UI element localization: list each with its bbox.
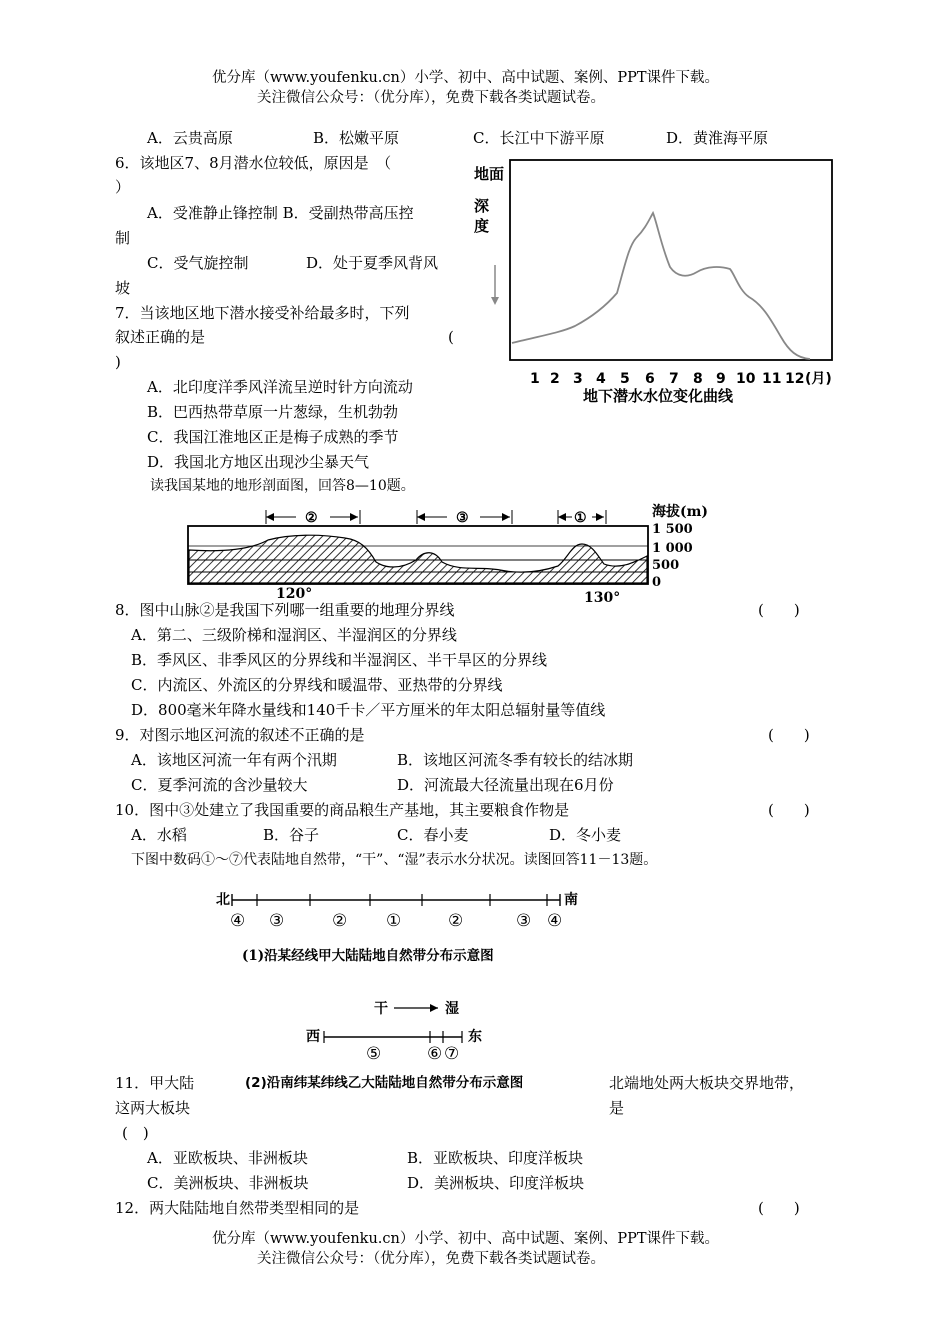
profile-tick: 1 500 bbox=[652, 522, 693, 537]
fig2-wet: 湿 bbox=[445, 1001, 459, 1017]
q8-option-d: D．800毫米年降水量线和140千卡／平方厘米的年太阳总辐射量等值线 bbox=[131, 701, 606, 719]
q5-option-a: A．云贵高原 bbox=[147, 129, 233, 147]
q8-option-b: B．季风区、非季风区的分界线和半湿润区、半干旱区的分界线 bbox=[131, 651, 548, 669]
x-tick: 5 bbox=[620, 371, 630, 387]
chart-frame bbox=[510, 160, 832, 360]
footer-line-1: 优分库（www.youfenku.cn）小学、初中、高中试题、案例、PPT课件下载。 bbox=[212, 1231, 720, 1247]
x-tick: 2 bbox=[550, 371, 560, 387]
q11-paren: ( ) bbox=[122, 1124, 149, 1142]
q6-stem: 6．该地区7、8月潜水位较低，原因是 （ bbox=[115, 154, 392, 172]
q9-option-a: A．该地区河流一年有两个汛期 bbox=[131, 751, 337, 769]
fig2-dry: 干 bbox=[374, 1001, 388, 1017]
x-tick: 12 bbox=[785, 371, 805, 387]
q9-option-c: C．夏季河流的含沙量较大 bbox=[131, 776, 308, 794]
q7-option-a: A．北印度洋季风洋流呈逆时针方向流动 bbox=[147, 378, 413, 396]
zone-label-2: ② bbox=[305, 510, 318, 526]
terrain-profile bbox=[180, 500, 720, 604]
x-tick: 6 bbox=[645, 371, 655, 387]
q6-option-d: D．处于夏季风背风 bbox=[306, 254, 439, 272]
profile-axis-title: 海拔(m) bbox=[652, 504, 709, 520]
chart-caption: 地下潜水水位变化曲线 bbox=[583, 387, 734, 405]
fig2-zone: ⑤ bbox=[366, 1044, 382, 1064]
q8-option-c: C．内流区、外流区的分界线和暖温带、亚热带的分界线 bbox=[131, 676, 503, 694]
x-tick: 7 bbox=[669, 371, 679, 387]
q11-stem-right1: 北端地处两大板块交界地带， bbox=[609, 1074, 805, 1092]
fig2-zone: ⑦ bbox=[444, 1044, 460, 1064]
q12-stem: 12．两大陆陆地自然带类型相同的是 bbox=[115, 1199, 360, 1217]
q7-option-c: C．我国江淮地区正是梅子成熟的季节 bbox=[147, 428, 399, 446]
fig1-caption: (1)沿某经线甲大陆陆地自然带分布示意图 bbox=[242, 948, 494, 964]
q11-stem-left2: 这两大板块 bbox=[115, 1099, 191, 1117]
groundwater-chart bbox=[465, 155, 845, 410]
x-tick: 9 bbox=[716, 371, 726, 387]
q11-option-b: B．亚欧板块、印度洋板块 bbox=[407, 1149, 584, 1167]
q6-option-d-cont: 坡 bbox=[115, 279, 131, 297]
q5-option-d: D．黄淮海平原 bbox=[666, 129, 769, 147]
fig2-zone: ⑥ bbox=[427, 1044, 443, 1064]
profile-tick: 0 bbox=[652, 575, 662, 590]
q11-stem-right2: 是 bbox=[609, 1099, 625, 1117]
q8-paren: ( ) bbox=[758, 601, 800, 619]
q6-paren-close: ） bbox=[115, 178, 131, 196]
profile-tick: 500 bbox=[652, 558, 680, 573]
fig1-zone: ④ bbox=[230, 911, 246, 931]
q7-paren-open: ( bbox=[448, 328, 454, 346]
intro-11-13: 下图中数码①～⑦代表陆地自然带，“干”、“湿”表示水分状况。读图回答11－13题。 bbox=[131, 852, 658, 868]
q10-option-d: D．冬小麦 bbox=[549, 826, 622, 844]
header-line-2: 关注微信公众号：（优分库），免费下载各类试题试卷。 bbox=[257, 90, 605, 106]
chart-label-ground: 地面 bbox=[474, 165, 505, 183]
q8-stem: 8．图中山脉②是我国下列哪一组重要的地理分界线 bbox=[115, 601, 455, 619]
fig2-east: 东 bbox=[468, 1029, 482, 1045]
zone-markers bbox=[266, 510, 606, 526]
q7-paren-close: ) bbox=[115, 353, 121, 371]
q6-option-a-cont: 制 bbox=[115, 229, 131, 247]
q5-option-c: C．长江中下游平原 bbox=[473, 129, 605, 147]
zone-label-3: ③ bbox=[456, 510, 469, 526]
zone-label-1: ① bbox=[574, 510, 587, 526]
x-tick: 11 bbox=[762, 371, 782, 387]
q9-stem: 9．对图示地区河流的叙述不正确的是 bbox=[115, 726, 365, 744]
profile-tick: 1 000 bbox=[652, 541, 693, 556]
x-tick: 4 bbox=[596, 371, 606, 387]
q11-stem-left1: 11．甲大陆 bbox=[115, 1074, 195, 1092]
q10-option-c: C．春小麦 bbox=[397, 826, 469, 844]
fig1-zone: ④ bbox=[547, 911, 563, 931]
fig1-zone: ② bbox=[448, 911, 464, 931]
q10-option-a: A．水稻 bbox=[131, 826, 187, 844]
lon-label-130: 130° bbox=[584, 590, 621, 604]
q9-paren: ( ) bbox=[768, 726, 810, 744]
q9-option-b: B．该地区河流冬季有较长的结冰期 bbox=[397, 751, 634, 769]
fig1-zones bbox=[230, 911, 562, 931]
q7-stem-line2: 叙述正确的是 bbox=[115, 328, 206, 346]
chart-label-depth-2: 度 bbox=[474, 217, 490, 235]
x-tick: 1 bbox=[530, 371, 540, 387]
q11-option-c: C．美洲板块、非洲板块 bbox=[147, 1174, 309, 1192]
fig1-north: 北 bbox=[216, 892, 230, 908]
intro-8-10: 读我国某地的地形剖面图，回答8—10题。 bbox=[150, 478, 415, 494]
q7-option-b: B．巴西热带草原一片葱绿，生机勃勃 bbox=[147, 403, 399, 421]
q11-option-a: A．亚欧板块、非洲板块 bbox=[147, 1149, 308, 1167]
footer-line-2: 关注微信公众号：（优分库），免费下载各类试题试卷。 bbox=[257, 1251, 605, 1267]
q7-stem-line1: 7．当该地区地下潜水接受补给最多时，下列 bbox=[115, 304, 410, 322]
fig1-zone: ② bbox=[332, 911, 348, 931]
x-tick: 8 bbox=[693, 371, 703, 387]
fig2-caption: (2)沿南纬某纬线乙大陆陆地自然带分布示意图 bbox=[245, 1075, 524, 1091]
depth-arrow-head bbox=[491, 297, 499, 305]
q9-option-d: D．河流最大径流量出现在6月份 bbox=[397, 776, 614, 794]
water-level-curve bbox=[512, 213, 810, 359]
zone-figure-2 bbox=[300, 995, 500, 1065]
q10-option-b: B．谷子 bbox=[263, 826, 320, 844]
chart-label-depth-1: 深 bbox=[474, 197, 490, 215]
terrain-hatched bbox=[189, 535, 647, 583]
q8-option-a: A．第二、三级阶梯和湿润区、半湿润区的分界线 bbox=[131, 626, 457, 644]
fig2-west: 西 bbox=[306, 1029, 320, 1045]
fig1-zone: ① bbox=[386, 911, 402, 931]
fig1-south: 南 bbox=[564, 892, 578, 908]
fig2-zones bbox=[366, 1044, 459, 1064]
x-tick: 3 bbox=[573, 371, 583, 387]
q6-option-c: C．受气旋控制 bbox=[147, 254, 249, 272]
q7-option-d: D．我国北方地区出现沙尘暴天气 bbox=[147, 453, 370, 471]
lon-label-120: 120° bbox=[276, 586, 313, 602]
q10-paren: ( ) bbox=[768, 801, 810, 819]
q12-paren: ( ) bbox=[758, 1199, 800, 1217]
fig1-zone: ③ bbox=[269, 911, 285, 931]
zone-figure-1 bbox=[210, 882, 590, 972]
q10-stem: 10．图中③处建立了我国重要的商品粮生产基地，其主要粮食作物是 bbox=[115, 801, 570, 819]
fig1-zone: ③ bbox=[516, 911, 532, 931]
q6-option-a: A．受准静止锋控制 B．受副热带高压控 bbox=[147, 204, 414, 222]
q11-option-d: D．美洲板块、印度洋板块 bbox=[407, 1174, 585, 1192]
x-tick: 10 bbox=[736, 371, 756, 387]
header-line-1: 优分库（www.youfenku.cn）小学、初中、高中试题、案例、PPT课件下载。 bbox=[212, 70, 720, 86]
q5-option-b: B．松嫩平原 bbox=[313, 129, 400, 147]
x-ticks bbox=[530, 371, 804, 387]
x-unit: (月) bbox=[805, 371, 832, 387]
